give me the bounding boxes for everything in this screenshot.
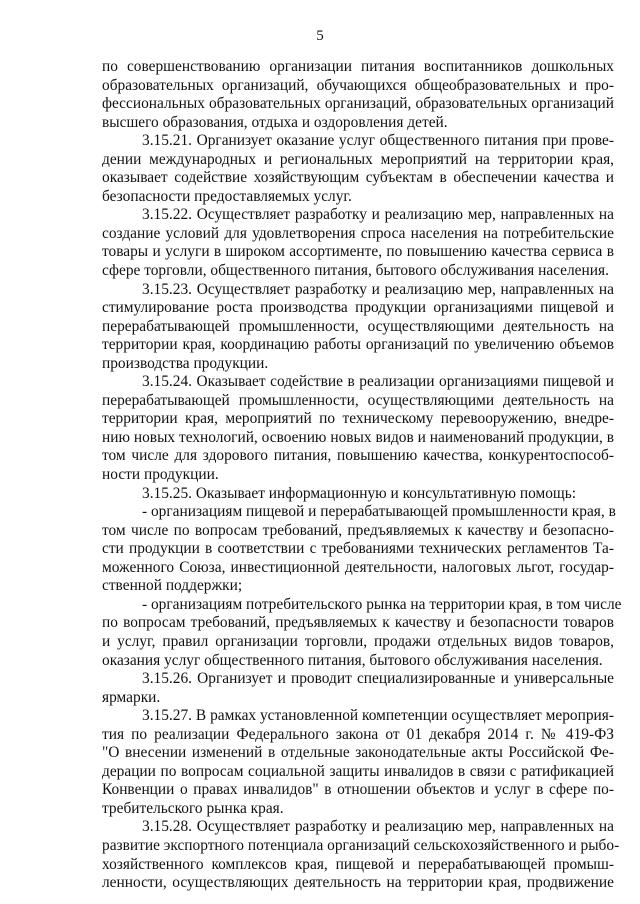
text-line: перерабатывающей промышленности, осуществляющими деятельность на xyxy=(102,391,614,409)
text-line: 3.15.27. В рамках установленной компетенции осуществляет мероприя- xyxy=(142,707,614,725)
text-line: "О внесении изменений в отдельные законодательные акты Российской Фе- xyxy=(102,744,614,762)
text-line: образовательных организаций, обучающихся общеобразовательных и про- xyxy=(102,76,614,94)
text-line: тия по реализации Федерального закона от 01 декабря 2014 г. № 419-ФЗ xyxy=(102,725,614,743)
text-line: производства продукции. xyxy=(102,354,269,372)
text-line: 3.15.28. Осуществляет разработку и реализацию мер, направленных на xyxy=(142,818,614,836)
text-line: хозяйственного комплексов края, пищевой и перерабатывающей промыш- xyxy=(102,855,614,873)
text-line: территории края, координацию работы организаций по увеличению объемов xyxy=(102,336,614,354)
text-line: товары и услуги в широком ассортименте, по повышению качества сервиса в xyxy=(102,243,614,261)
text-line: дерации по вопросам социальной защиты инвалидов в связи с ратификацией xyxy=(102,762,614,780)
text-line: ности продукции. xyxy=(102,466,219,484)
text-line: сфере торговли, общественного питания, бытового обслуживания населения. xyxy=(102,262,609,280)
text-line: оказывает содействие хозяйствующим субъектам в обеспечении качества и xyxy=(102,169,614,187)
text-line: требительского рынка края. xyxy=(102,799,284,817)
text-line: 3.15.21. Организует оказание услуг общественного питания при прове- xyxy=(142,132,614,150)
text-line: моженного Союза, инвестиционной деятельности, налоговых льгот, государ- xyxy=(102,558,614,576)
text-line: территории края, мероприятий по техническому перевооружению, внедре- xyxy=(102,410,614,428)
text-line: том числе по вопросам требований, предъявляемых к качеству и безопасно- xyxy=(102,521,614,539)
text-line: по вопросам требований, предъявляемых к качеству и безопасности товаров xyxy=(102,614,614,632)
text-line: дении международных и региональных мероприятий на территории края, xyxy=(102,150,614,168)
text-line: 3.15.26. Организует и проводит специализированные и универсальные xyxy=(142,670,614,688)
text-line: высшего образования, отдыха и оздоровления детей. xyxy=(102,113,448,131)
document-body xyxy=(102,58,622,893)
text-line: 3.15.23. Осуществляет разработку и реализацию мер, направленных на xyxy=(142,280,614,298)
text-line: фессиональных образовательных организаций, образовательных организаций xyxy=(102,95,614,113)
text-line: перерабатывающей промышленности, осуществляющими деятельность на xyxy=(102,317,614,335)
text-line: - организациям потребительского рынка на территории края, в том числе xyxy=(142,595,622,613)
text-line: создание условий для удовлетворения спроса населения на потребительские xyxy=(102,224,614,242)
text-line: развитие экспортного потенциала организаций сельскохозяйственного и рыбо- xyxy=(102,836,620,854)
text-line: 3.15.22. Осуществляет разработку и реализацию мер, направленных на xyxy=(142,206,614,224)
page-number: 5 xyxy=(316,28,324,44)
text-line: оказания услуг общественного питания, бытового обслуживания населения. xyxy=(102,651,603,669)
text-line: сти продукции в соответствии с требованиями технических регламентов Та- xyxy=(102,540,614,558)
text-line: - организациям пищевой и перерабатывающей промышленности края, в xyxy=(142,503,616,521)
text-line: по совершенствованию организации питания воспитанников дошкольных xyxy=(102,58,614,75)
text-line: ленности, осуществляющих деятельность на территории края, продвижение xyxy=(102,874,614,892)
text-line: безопасности предоставляемых услуг. xyxy=(102,187,352,205)
text-line: 3.15.24. Оказывает содействие в реализации организациями пищевой и xyxy=(142,373,614,391)
text-line: ярмарки. xyxy=(102,688,161,706)
text-line: нию новых технологий, освоению новых видов и наименований продукции, в xyxy=(102,428,614,446)
text-line: и услуг, правил организации торговли, продажи отдельных видов товаров, xyxy=(102,632,614,650)
text-line: Конвенции о правах инвалидов" в отношении объектов и услуг в сфере по- xyxy=(102,781,614,799)
text-line: ственной поддержки; xyxy=(102,577,243,595)
text-line: том числе для здорового питания, повышению качества, конкурентоспособ- xyxy=(102,447,614,465)
text-line: стимулирование роста производства продукции организациями пищевой и xyxy=(102,299,614,317)
text-line: 3.15.25. Оказывает информационную и консультативную помощь: xyxy=(142,484,577,502)
